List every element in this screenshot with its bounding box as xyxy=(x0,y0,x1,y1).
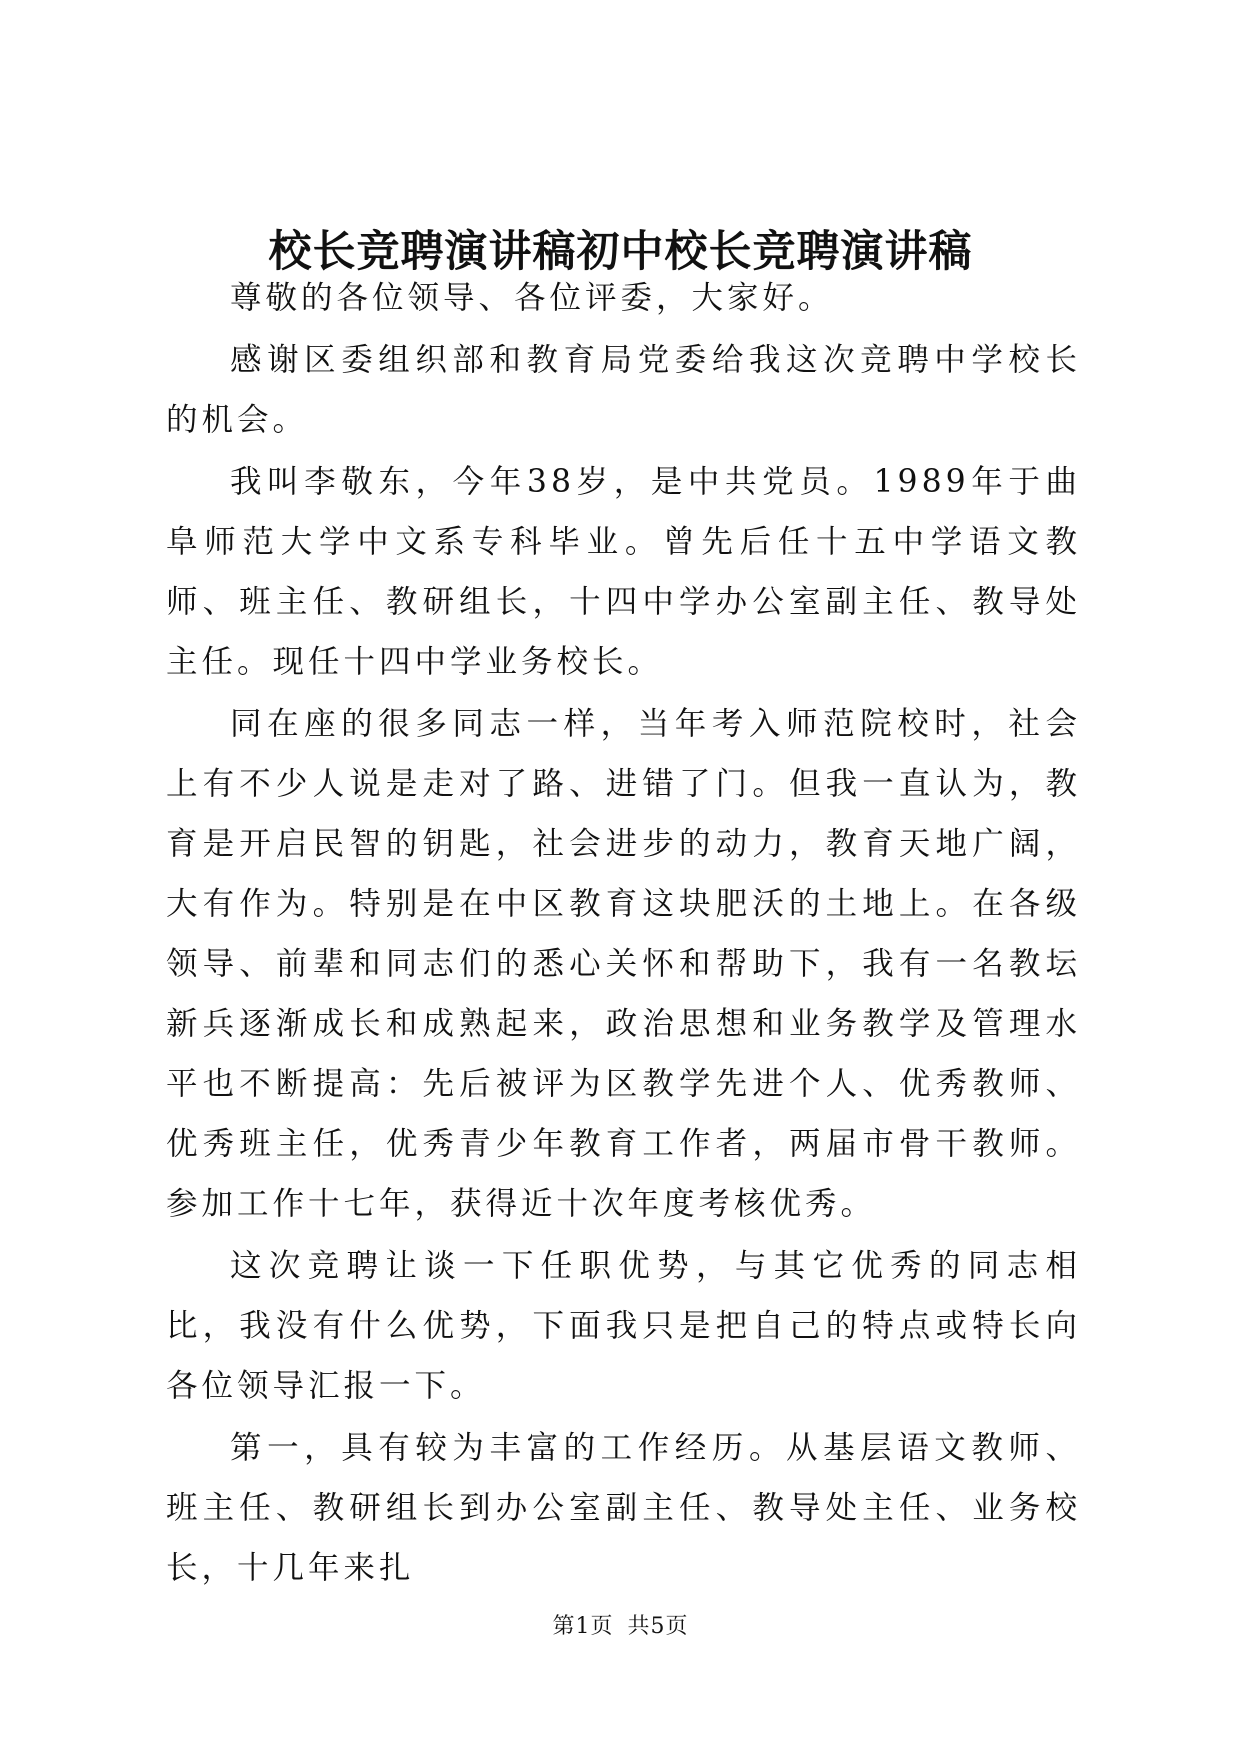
page-number: 第1页 xyxy=(552,1614,614,1639)
paragraph-first-point: 第一，具有较为丰富的工作经历。从基层语文教师、班主任、教研组长到办公室副主任、教导处主任、业务校长，十几年来扎 xyxy=(166,1430,1081,1586)
document-body xyxy=(166,268,1081,1600)
paragraph-self-intro: 我叫李敬东，今年38岁，是中共党员。1989年于曲阜师范大学中文系专科毕业。曾先后任十五中学语文教师、班主任、教研组长，十四中学办公室副主任、教导处主任。现任十四中学业务校长。 xyxy=(166,464,1081,680)
paragraph-greeting: 尊敬的各位领导、各位评委，大家好。 xyxy=(230,280,834,316)
paragraph-thanks: 感谢区委组织部和教育局党委给我这次竞聘中学校长的机会。 xyxy=(166,342,1081,438)
paragraph-career-growth: 同在座的很多同志一样，当年考入师范院校时，社会上有不少人说是走对了路、进错了门。但我一直认为，教育是开启民智的钥匙，社会进步的动力，教育天地广阔，大有作为。特别是在中区教育这块肥沃的土地上。在各级领导、前辈和同志们的悉心关怀和帮助下，我有一名教坛新兵逐渐成长和成熟起来，政治思想和业务教学及管理水平也不断提高：先后被评为区教学先进个人、优秀教师、优秀班主任，优秀青少年教育工作者，两届市骨干教师。参加工作十七年，获得近十次年度考核优秀。 xyxy=(166,706,1081,1222)
page-total: 共5页 xyxy=(627,1614,689,1639)
document-title: 校长竞聘演讲稿初中校长竞聘演讲稿 xyxy=(268,227,973,277)
paragraph-strengths-intro: 这次竞聘让谈一下任职优势，与其它优秀的同志相比，我没有什么优势，下面我只是把自己的特点或特长向各位领导汇报一下。 xyxy=(166,1248,1081,1404)
page-footer xyxy=(0,1609,1241,1640)
